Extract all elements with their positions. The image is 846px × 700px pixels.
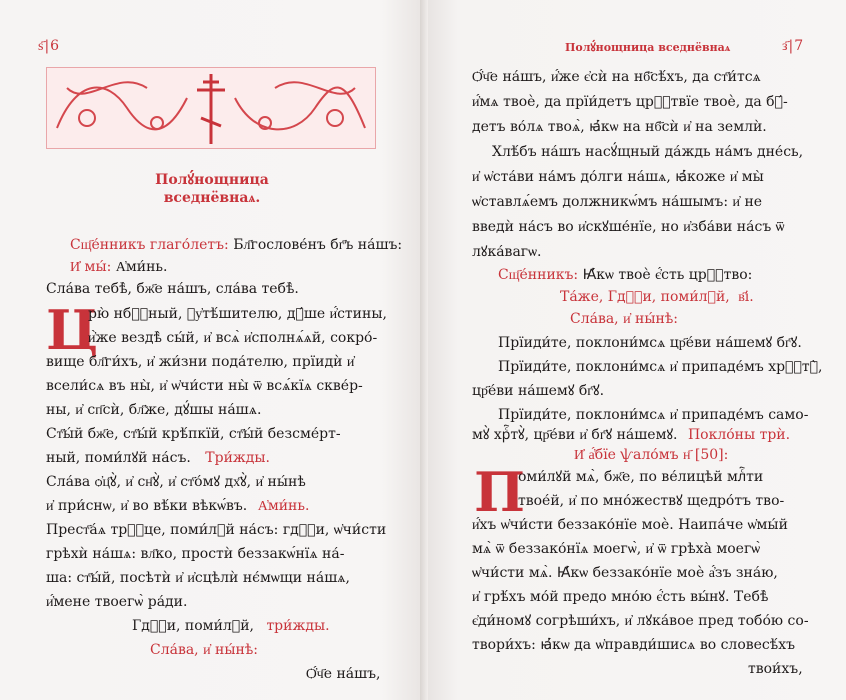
rubric: Сла́ва, и҆ ны́нѣ: xyxy=(150,642,258,658)
text-line xyxy=(498,334,802,352)
text-line xyxy=(46,521,386,539)
text-line xyxy=(472,168,764,186)
line-text: Ст҃ы́й бж҃е, ст҃ы́й крѣ́пкїй, ст҃ы́й безсме́рт- xyxy=(46,426,341,442)
running-head: Полꙋ́нощница вседнёвнаѧ xyxy=(565,41,731,54)
text-line xyxy=(492,143,803,161)
text-line xyxy=(748,660,803,678)
line-text: Ꙗ҆́кѡ твоѐ є҆́сть црⷭ҇тво: xyxy=(578,267,753,283)
text-line xyxy=(574,446,728,464)
rubric: в҃і. xyxy=(738,289,754,305)
text-line xyxy=(472,516,788,534)
drop-initial: П xyxy=(474,460,525,524)
line-text: Ѻ҆́ч҃е на́шъ, и҆́же є҆сѝ на нб҃сѣ́хъ, да ст҃и́тсѧ xyxy=(472,69,761,85)
line-text: ны, и҆ сп҃сѝ, бл҃же, дꙋ́шы на́шѧ. xyxy=(46,402,262,418)
line-text: Прїиди́те, поклони́мсѧ цр҃е́ви на́шемꙋ бг҃ꙋ. xyxy=(498,335,802,351)
text-line xyxy=(472,68,761,86)
line-text: мꙋ̀ хрⷭ҇тꙋ̀, цр҃е́ви и҆ бг҃ꙋ на́шемꙋ. xyxy=(472,427,678,443)
line-text: Сла́ва тебѣ̀, бж҃е на́шъ, сла́ва тебѣ̀. xyxy=(46,281,299,297)
line-text: Гдⷭ҇и, поми́лꙋй, xyxy=(132,618,254,634)
text-line xyxy=(560,288,754,306)
right-page-number: з҃|7 xyxy=(782,38,805,54)
line-text: А҆ми́нь. xyxy=(111,259,168,275)
line-text: Прїиди́те, поклони́мсѧ и҆ припаде́мъ само- xyxy=(498,407,809,423)
text-line xyxy=(88,305,387,323)
line-text: твое́й, и҆ по мно́жествꙋ щедро́тъ тво- xyxy=(518,493,785,509)
text-line xyxy=(46,545,344,563)
rubric: Три́жды. xyxy=(205,450,270,466)
line-text: твои́хъ, xyxy=(748,661,803,677)
rubric: Сла́ва, и҆ ны́нѣ: xyxy=(570,311,678,327)
line-text: Бл҃гослове́нъ бг҃ъ на́шъ: xyxy=(228,237,403,253)
text-line xyxy=(46,377,363,395)
text-line xyxy=(472,564,778,582)
line-text: детъ во́лѧ твоѧ̀, ꙗ҆́кѡ на нб҃сѝ и҆ на землѝ. xyxy=(472,119,767,135)
text-line xyxy=(150,641,258,659)
line-text: лꙋка́вагѡ. xyxy=(472,244,542,260)
text-line xyxy=(472,93,788,111)
rubric: три́жды. xyxy=(266,618,330,634)
rubric: И҆ а҆́бїе ѱало́мъ н҃ [50]: xyxy=(574,447,729,463)
service-title-line2: вседнёвнаѧ. xyxy=(163,190,261,206)
line-text: оми́лꙋй мѧ̀, бж҃е, по ве́лицѣй млⷭ҇ти xyxy=(518,469,764,485)
line-text: ѡ҆чи́сти мѧ̀. Ꙗ҆́кѡ беззако́нїе моѐ а҆́зъ зна́ю, xyxy=(472,565,778,581)
text-line xyxy=(472,540,760,558)
text-line xyxy=(306,665,381,683)
line-text: Хлѣ́бъ на́шъ насꙋ́щный да́ждь на́мъ дне́сь, xyxy=(492,144,804,160)
line-text: грѣхѝ на́шѧ: вл҃ко, простѝ беззакѡ́нїѧ на́- xyxy=(46,546,345,562)
text-line xyxy=(570,310,678,328)
text-line xyxy=(46,449,270,467)
line-text: твори́хъ: ꙗ҆́кѡ да ѡ҆правди́шисѧ во словесѣ́хъ xyxy=(472,637,796,653)
text-line xyxy=(46,497,309,515)
text-line xyxy=(472,612,809,630)
text-line xyxy=(46,425,341,443)
text-line xyxy=(518,492,784,510)
book-gutter xyxy=(420,0,428,700)
rubric: И҆ мы́: xyxy=(70,259,112,275)
line-text: Прїиди́те, поклони́мсѧ и҆ припаде́мъ хрⷭ҇тꙋ̀, xyxy=(498,359,823,375)
text-line xyxy=(46,473,306,491)
line-text: и҆́хъ ѡ҆чи́сти беззако́нїе моѐ. Наипа́че ѡ҆мы́й xyxy=(472,517,788,533)
ornamental-headpiece xyxy=(46,67,376,149)
ornamental-cross-headpiece-icon xyxy=(47,68,375,148)
text-line xyxy=(46,280,299,298)
rubric: Сщ҃е́нникъ глаго́летъ: xyxy=(70,237,229,253)
drop-initial: Ц xyxy=(46,298,99,362)
line-text: є҆ди́номꙋ согрѣши́хъ, и҆ лꙋка́вое пред тобо́ю со- xyxy=(472,613,809,629)
rubric: Покло́ны трѝ. xyxy=(687,427,791,443)
text-line xyxy=(70,258,168,276)
text-line xyxy=(472,193,762,211)
text-line xyxy=(498,406,808,424)
rubric: Та́же, Гдⷭ҇и, поми́лꙋй, xyxy=(560,289,730,305)
service-title-line1: Полꙋ́нощница xyxy=(155,172,269,188)
line-text: и҆́мѧ твоѐ, да прїи́детъ црⷭ҇твїе твоѐ, да бꙋ́- xyxy=(472,94,788,110)
line-text: мѧ̀ ѿ беззако́нїѧ моегѡ̀, и҆ ѿ грѣха̀ моегѡ̀ xyxy=(472,541,761,557)
line-text: всели́сѧ въ ны̀, и҆ ѡ҆чи́сти ны̀ ѿ всѧ́кїѧ скве́р- xyxy=(46,378,363,394)
text-line xyxy=(472,218,785,236)
text-line xyxy=(472,243,541,261)
left-page-number: ѕ҃|6 xyxy=(38,38,61,54)
rubric: А҆ми́нь. xyxy=(257,498,310,514)
line-text: рю̀ нбⷭ҇ный, ᲂу҆тѣ́шителю, дꙋ́ше и҆́стины, xyxy=(88,306,387,322)
text-line xyxy=(518,468,763,486)
text-line xyxy=(472,382,604,400)
text-line xyxy=(472,588,768,606)
rubric: Сщ҃е́нникъ: xyxy=(498,267,579,283)
text-line xyxy=(46,353,354,371)
line-text: введѝ на́съ во и҆скꙋше́нїе, но и҆зба́ви на́съ ѿ xyxy=(472,219,785,235)
text-line xyxy=(472,426,790,444)
text-line xyxy=(472,636,795,654)
text-line xyxy=(46,401,261,419)
line-text: Ѻ҆́ч҃е на́шъ, xyxy=(306,666,381,682)
text-line xyxy=(70,236,402,254)
line-text: цр҃е́ви на́шемꙋ бг҃ꙋ. xyxy=(472,383,605,399)
line-text: Прест҃а́ѧ трⷪ҇це, поми́лꙋй на́съ: гдⷭ҇и, ѡ҆чи́сти xyxy=(46,522,387,538)
line-text: ѡ҆ставлѧ́емъ должникѡ́мъ на́шымъ: и҆ не xyxy=(472,194,763,210)
text-line xyxy=(498,358,822,376)
text-line xyxy=(472,118,767,136)
line-text: Сла́ва ѻ҆ц҃ꙋ̀, и҆ сн҃ꙋ̀, и҆ ст҃о́мꙋ дх҃ꙋ̀, и҆ ны́нѣ xyxy=(46,474,306,490)
text-line xyxy=(132,617,330,635)
line-text: вище бл҃ги́хъ, и҆ жи́зни пода́телю, прїидѝ и҆ xyxy=(46,354,355,370)
line-text: и҆ грѣ́хъ мо́й предо мно́ю є҆́сть вы́нꙋ. Тебѣ̀ xyxy=(472,589,769,605)
line-text: ша: ст҃ы́й, посѣтѝ и҆ и҆сцѣлѝ нє́мѡщи на́шѧ, xyxy=(46,570,350,586)
text-line xyxy=(46,593,187,611)
line-text: и҆́мене твоегѡ̀ ра́ди. xyxy=(46,594,188,610)
line-text: ный, поми́лꙋй на́съ. xyxy=(46,450,191,466)
text-line xyxy=(46,569,350,587)
text-line xyxy=(88,329,377,347)
line-text: и҆ при́снѡ, и҆ во вѣ́ки вѣкѡ́въ. xyxy=(46,498,248,514)
line-text: и҆ ѡ҆ста́ви на́мъ до́лги на́шѧ, ꙗ҆́коже и҆ мы̀ xyxy=(472,169,764,185)
text-line xyxy=(498,266,752,284)
line-text: и҆̀же вездѣ̀ сы́й, и҆ всѧ̀ и҆сполнѧ́ѧй, сокро́- xyxy=(88,330,378,346)
